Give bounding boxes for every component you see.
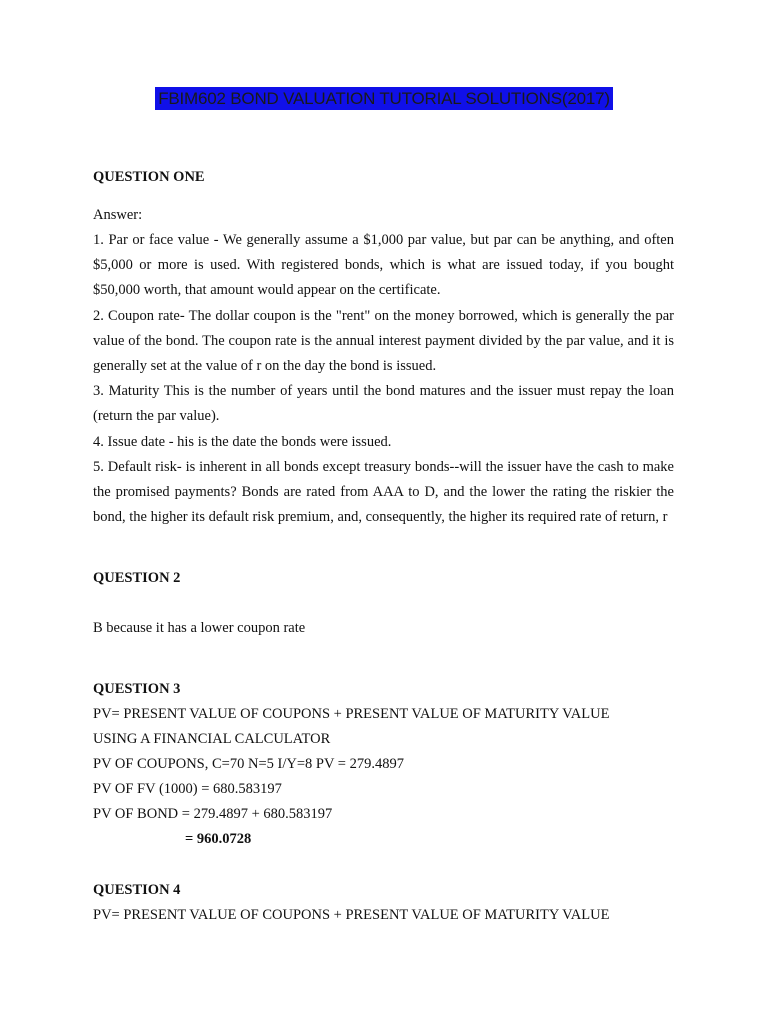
document-title: FBIM602 BOND VALUATION TUTORIAL SOLUTIONS(2017) (155, 87, 613, 110)
q1-item-2: 2. Coupon rate- The dollar coupon is the "rent" on the money borrowed, which is generally the par value of the bond. The coupon rate is the annual interest payment divided by the par value, and it is generally set at the value of r on the day the bond is issued. (93, 307, 674, 375)
title-container (0, 87, 768, 110)
question-2-heading: QUESTION 2 (93, 570, 181, 587)
q3-line-2: USING A FINANCIAL CALCULATOR (93, 731, 331, 748)
q1-item-4: 4. Issue date - his is the date the bonds were issued. (93, 433, 392, 450)
q3-line-3: PV OF COUPONS, C=70 N=5 I/Y=8 PV = 279.4897 (93, 756, 404, 773)
q1-item-3: 3. Maturity This is the number of years until the bond matures and the issuer must repay the loan (return the par value). (93, 383, 674, 425)
q3-result: = 960.0728 (185, 831, 252, 848)
q1-item-1: 1. Par or face value - We generally assume a $1,000 par value, but par can be anything, and often $5,000 or more is used. With registered bonds, which is what are issued today, if you bought $50,000 worth, that amount would appear on the certificate. (93, 232, 674, 299)
question-3-heading: QUESTION 3 (93, 681, 181, 698)
question-one-heading: QUESTION ONE (93, 169, 205, 185)
q4-line-1: PV= PRESENT VALUE OF COUPONS + PRESENT VALUE OF MATURITY VALUE (93, 907, 610, 924)
question-4-heading: QUESTION 4 (93, 882, 181, 899)
q2-answer: B because it has a lower coupon rate (93, 620, 306, 637)
q3-line-5: PV OF BOND = 279.4897 + 680.583197 (93, 806, 333, 823)
q3-line-4: PV OF FV (1000) = 680.583197 (93, 781, 282, 798)
answer-label: Answer: (93, 207, 143, 223)
document-body (93, 165, 674, 928)
q3-line-1: PV= PRESENT VALUE OF COUPONS + PRESENT VALUE OF MATURITY VALUE (93, 706, 610, 723)
q1-item-5: 5. Default risk- is inherent in all bonds except treasury bonds--will the issuer have the cash to make the promised payments? Bonds are rated from AAA to D, and the lower the rating the riskier the bond, the higher its default risk premium, and, consequently, the higher its required rate of return, r (93, 458, 674, 526)
